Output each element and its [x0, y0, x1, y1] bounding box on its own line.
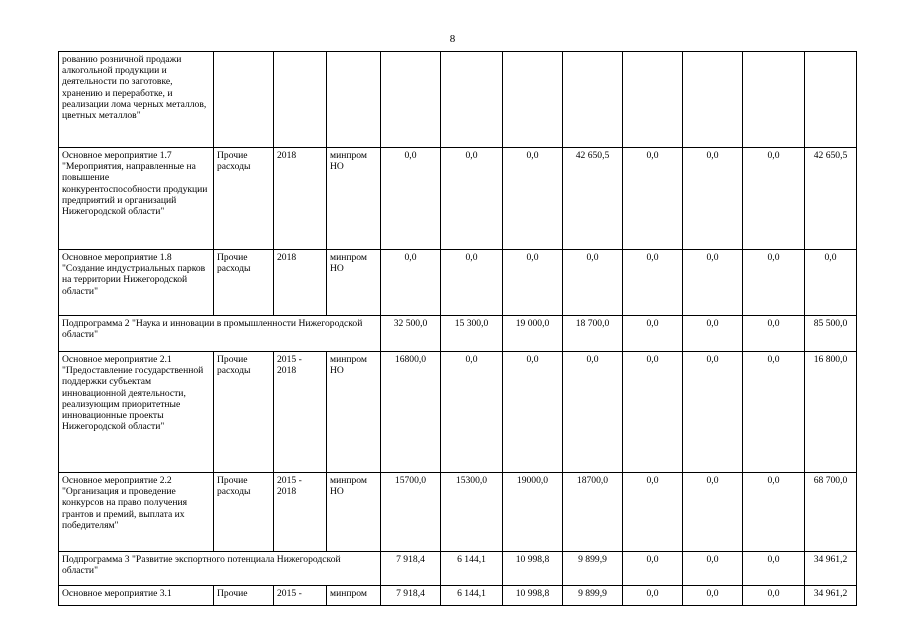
value-cell: 7 918,4 [381, 552, 441, 586]
period-cell: 2018 [274, 148, 327, 250]
expense-type-cell [214, 52, 274, 148]
activity-name-cell: Основное мероприятие 3.1 [59, 586, 214, 606]
value-cell: 0,0 [743, 586, 805, 606]
value-cell: 0,0 [503, 250, 563, 316]
expense-type-cell: Прочие расходы [214, 473, 274, 552]
subprogram-name-cell: Подпрограмма 3 "Развитие экспортного потенциала Нижегородской области" [59, 552, 381, 586]
value-cell: 0,0 [683, 552, 743, 586]
executor-cell: минпром [327, 586, 381, 606]
total-cell: 85 500,0 [805, 316, 857, 352]
value-cell: 15 300,0 [441, 316, 503, 352]
activity-name-cell: Основное мероприятие 2.1 "Предоставление государственной поддержки субъектам инновационной деятельности, реализующим приоритетные инновационные проекты Нижегородской области" [59, 352, 214, 473]
value-cell: 0,0 [683, 473, 743, 552]
value-cell: 0,0 [441, 250, 503, 316]
activity-name-cell: Основное мероприятие 1.7 "Мероприятия, направленные на повышение конкурентоспособности продукции предприятий и организаций Нижегородской области" [59, 148, 214, 250]
value-cell: 18 700,0 [563, 316, 623, 352]
table-row [59, 52, 857, 148]
value-cell [381, 52, 441, 148]
value-cell: 6 144,1 [441, 552, 503, 586]
activity-name-cell: Основное мероприятие 1.8 "Создание индустриальных парков на территории Нижегородской области" [59, 250, 214, 316]
executor-cell: минпром НО [327, 148, 381, 250]
value-cell: 0,0 [563, 250, 623, 316]
value-cell [743, 52, 805, 148]
table-row [59, 148, 857, 250]
subprogram-row [59, 552, 857, 586]
value-cell [683, 52, 743, 148]
value-cell: 0,0 [743, 148, 805, 250]
value-cell: 7 918,4 [381, 586, 441, 606]
value-cell: 9 899,9 [563, 586, 623, 606]
value-cell: 15700,0 [381, 473, 441, 552]
value-cell: 0,0 [503, 148, 563, 250]
table-row [59, 586, 857, 606]
value-cell [623, 52, 683, 148]
table-row [59, 352, 857, 473]
value-cell: 0,0 [743, 250, 805, 316]
value-cell: 10 998,8 [503, 552, 563, 586]
value-cell: 0,0 [743, 473, 805, 552]
value-cell: 0,0 [683, 316, 743, 352]
value-cell [563, 52, 623, 148]
period-cell [274, 52, 327, 148]
value-cell: 16800,0 [381, 352, 441, 473]
value-cell: 0,0 [441, 148, 503, 250]
value-cell [503, 52, 563, 148]
activity-name-cell: Основное мероприятие 2.2 "Организация и проведение конкурсов на право получения грантов и премий, выплата их победителям" [59, 473, 214, 552]
expense-type-cell: Прочие расходы [214, 250, 274, 316]
executor-cell [327, 52, 381, 148]
total-cell: 0,0 [805, 250, 857, 316]
total-cell: 16 800,0 [805, 352, 857, 473]
executor-cell: минпром НО [327, 352, 381, 473]
table-row [59, 473, 857, 552]
value-cell: 19 000,0 [503, 316, 563, 352]
value-cell: 10 998,8 [503, 586, 563, 606]
value-cell: 0,0 [623, 586, 683, 606]
period-cell: 2018 [274, 250, 327, 316]
page-number: 8 [449, 33, 456, 45]
value-cell: 9 899,9 [563, 552, 623, 586]
value-cell: 0,0 [743, 552, 805, 586]
value-cell: 32 500,0 [381, 316, 441, 352]
total-cell: 34 961,2 [805, 552, 857, 586]
value-cell: 0,0 [623, 473, 683, 552]
executor-cell: минпром НО [327, 473, 381, 552]
executor-cell: минпром НО [327, 250, 381, 316]
value-cell: 0,0 [623, 148, 683, 250]
value-cell: 15300,0 [441, 473, 503, 552]
value-cell: 42 650,5 [563, 148, 623, 250]
value-cell: 0,0 [683, 250, 743, 316]
subprogram-name-cell: Подпрограмма 2 "Наука и инновации в промышленности Нижегородской области" [59, 316, 381, 352]
period-cell: 2015 - 2018 [274, 473, 327, 552]
activity-name-cell: рованию розничной продажи алкогольной продукции и деятельности по заготовке, хранению и переработке, и реализации лома черных металлов, цветных металлов" [59, 52, 214, 148]
expense-type-cell: Прочие расходы [214, 352, 274, 473]
total-cell: 42 650,5 [805, 148, 857, 250]
value-cell: 0,0 [683, 148, 743, 250]
value-cell: 0,0 [623, 250, 683, 316]
value-cell: 0,0 [743, 352, 805, 473]
value-cell: 0,0 [503, 352, 563, 473]
value-cell: 18700,0 [563, 473, 623, 552]
value-cell: 19000,0 [503, 473, 563, 552]
value-cell: 0,0 [381, 250, 441, 316]
value-cell: 0,0 [683, 352, 743, 473]
value-cell: 0,0 [743, 316, 805, 352]
value-cell: 0,0 [563, 352, 623, 473]
table-row [59, 250, 857, 316]
total-cell: 34 961,2 [805, 586, 857, 606]
value-cell [441, 52, 503, 148]
expense-type-cell: Прочие [214, 586, 274, 606]
value-cell: 0,0 [623, 316, 683, 352]
value-cell: 0,0 [623, 352, 683, 473]
period-cell: 2015 - 2018 [274, 352, 327, 473]
total-cell: 68 700,0 [805, 473, 857, 552]
budget-table [58, 51, 857, 606]
total-cell [805, 52, 857, 148]
expense-type-cell: Прочие расходы [214, 148, 274, 250]
value-cell: 0,0 [381, 148, 441, 250]
period-cell: 2015 - [274, 586, 327, 606]
value-cell: 0,0 [623, 552, 683, 586]
value-cell: 0,0 [683, 586, 743, 606]
value-cell: 6 144,1 [441, 586, 503, 606]
subprogram-row [59, 316, 857, 352]
value-cell: 0,0 [441, 352, 503, 473]
